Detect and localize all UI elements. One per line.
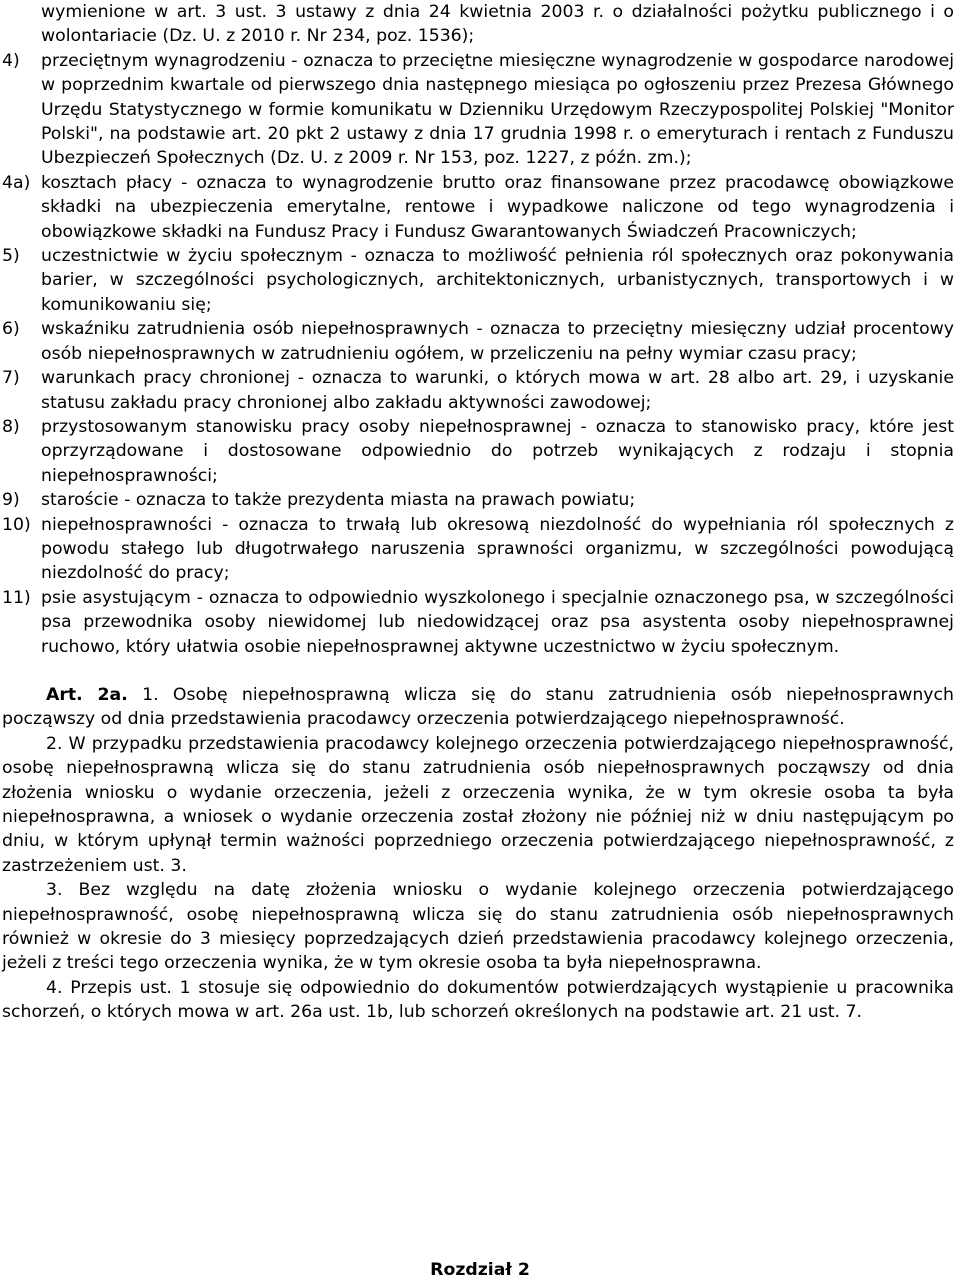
item-number: 7)	[2, 368, 20, 389]
item-number: 10)	[2, 514, 31, 535]
article-paragraph-2	[2, 732, 954, 878]
item-number: 8)	[2, 416, 20, 437]
definition-item-5	[2, 244, 954, 317]
item-text: przeciętnym wynagrodzeniu - oznacza to przeciętne miesięczne wynagrodzenie w gospodarce narodowej w poprzednim kwartale od pierwszego dnia następnego miesiąca po ogłoszeniu przez Prezesa Głównego Urzędu Statystycznego w formie komunikatu w Dzienniku Urzędowym Rzeczypospolitej Polskiej "Monitor Polski", na podstawie art. 20 pkt 2 ustawy z dnia 17 grudnia 1998 r. o emeryturach i rentach z Funduszu Ubezpieczeń Społecznych (Dz. U. z 2009 r. Nr 153, poz. 1227, z późn. zm.);	[41, 50, 954, 169]
definition-item-9	[2, 488, 954, 512]
definition-item-7	[2, 366, 954, 415]
item-text: psie asystującym - oznacza to odpowiednio wyszkolonego i specjalnie oznaczonego psa, w szczególności psa przewodnika osoby niewidomej lub niedowidzącej oraz psa asystenta osoby niepełnosprawnej ruchowo, który ułatwia osobie niepełnosprawnej aktywne uczestnictwo w życiu społecznym.	[41, 587, 954, 657]
paragraph-text: 2. W przypadku przedstawienia pracodawcy kolejnego orzeczenia potwierdzającego niepełnosprawność, osobę niepełnosprawną wlicza się do stanu zatrudnienia osób niepełnosprawnych począwszy od dnia złożenia wniosku o wydanie orzeczenia, jeżeli z orzeczenia wynika, że w tym okresie osoba ta była niepełnosprawna, a wniosek o wydanie orzeczenia został złożony nie później niż w dniu następującym po dniu, w którym upłynął termin ważności poprzedniego orzeczenia potwierdzającego niepełnosprawność, z zastrzeżeniem ust. 3.	[2, 733, 954, 876]
item-number: 4)	[2, 50, 20, 71]
item-text: uczestnictwie w życiu społecznym - oznacza to możliwość pełnienia ról społecznych oraz pokonywania barier, w szczególności psychologicznych, architektonicznych, urbanistycznych, transportowych i w komunikowaniu się;	[41, 246, 954, 315]
intro-continuation: wymienione w art. 3 ust. 3 ustawy z dnia 24 kwietnia 2003 r. o działalności pożytku publicznego i o wolontariacie (Dz. U. z 2010 r. Nr 234, poz. 1536);	[41, 2, 954, 47]
definition-item-6	[2, 317, 954, 366]
item-number: 5)	[2, 246, 20, 267]
article-paragraph-4	[2, 976, 954, 1025]
spacer	[2, 659, 954, 683]
item-number: 6)	[2, 319, 20, 340]
definition-item-10	[2, 513, 954, 586]
article-paragraph-3	[2, 878, 954, 976]
item-text: warunkach pracy chronionej - oznacza to warunki, o których mowa w art. 28 albo art. 29, i uzyskanie statusu zakładu pracy chronionej albo zakładu aktywności zawodowej;	[41, 368, 954, 413]
item-text: niepełnosprawności - oznacza to trwałą lub okresową niezdolność do wypełniania ról społecznych z powodu stałego lub długotrwałego naruszenia sprawności organizmu, w szczególności powodującą niezdolność do pracy;	[41, 514, 954, 584]
paragraph-text: 3. Bez względu na datę złożenia wniosku o wydanie kolejnego orzeczenia potwierdzającego niepełnosprawność, osobę niepełnosprawną wlicza się do stanu zatrudnienia osób niepełnosprawnych również w okresie do 3 miesięcy poprzedzających dzień przedstawienia pracodawcy kolejnego orzeczenia, jeżeli z treści tego orzeczenia wynika, że w tym okresie osoba ta była niepełnosprawna.	[2, 880, 954, 974]
item-number: 4a)	[2, 172, 31, 193]
definition-item-4	[2, 49, 954, 171]
definition-item-4a	[2, 171, 954, 244]
item-number: 9)	[2, 490, 20, 511]
article-heading: Art. 2a.	[46, 684, 128, 705]
definition-item-11	[2, 586, 954, 659]
paragraph-text: 1. Osobę niepełnosprawną wlicza się do stanu zatrudnienia osób niepełnosprawnych począwszy od dnia przedstawienia pracodawcy orzeczenia potwierdzającego niepełnosprawność.	[2, 684, 954, 730]
item-number: 11)	[2, 587, 31, 608]
article-paragraph-1	[2, 683, 954, 732]
item-text: wskaźniku zatrudnienia osób niepełnosprawnych - oznacza to przeciętny miesięczny udział procentowy osób niepełnosprawnych w zatrudnieniu ogółem, w przeliczeniu na pełny wymiar czasu pracy;	[41, 319, 954, 364]
item-text: staroście - oznacza to także prezydenta miasta na prawach powiatu;	[41, 490, 636, 511]
item-text: przystosowanym stanowisku pracy osoby niepełnosprawnej - oznacza to stanowisko pracy, które jest oprzyrządowane i dostosowane odpowiednio do potrzeb wynikających z rodzaju i stopnia niepełnosprawności;	[41, 416, 954, 486]
chapter-heading: Rozdział 2	[430, 1260, 530, 1280]
item-text: kosztach płacy - oznacza to wynagrodzenie brutto oraz finansowane przez pracodawcę obowiązkowe składki na ubezpieczenia emerytalne, rentowe i wypadkowe naliczone od tego wynagrodzenia i obowiązkowe składki na Fundusz Pracy i Fundusz Gwarantowanych Świadczeń Pracowniczych;	[41, 172, 954, 242]
definition-item-8	[2, 415, 954, 488]
paragraph-text: 4. Przepis ust. 1 stosuje się odpowiednio do dokumentów potwierdzających wystąpienie u pracownika schorzeń, o których mowa w art. 26a ust. 1b, lub schorzeń określonych na podstawie art. 21 ust. 7.	[2, 977, 954, 1023]
